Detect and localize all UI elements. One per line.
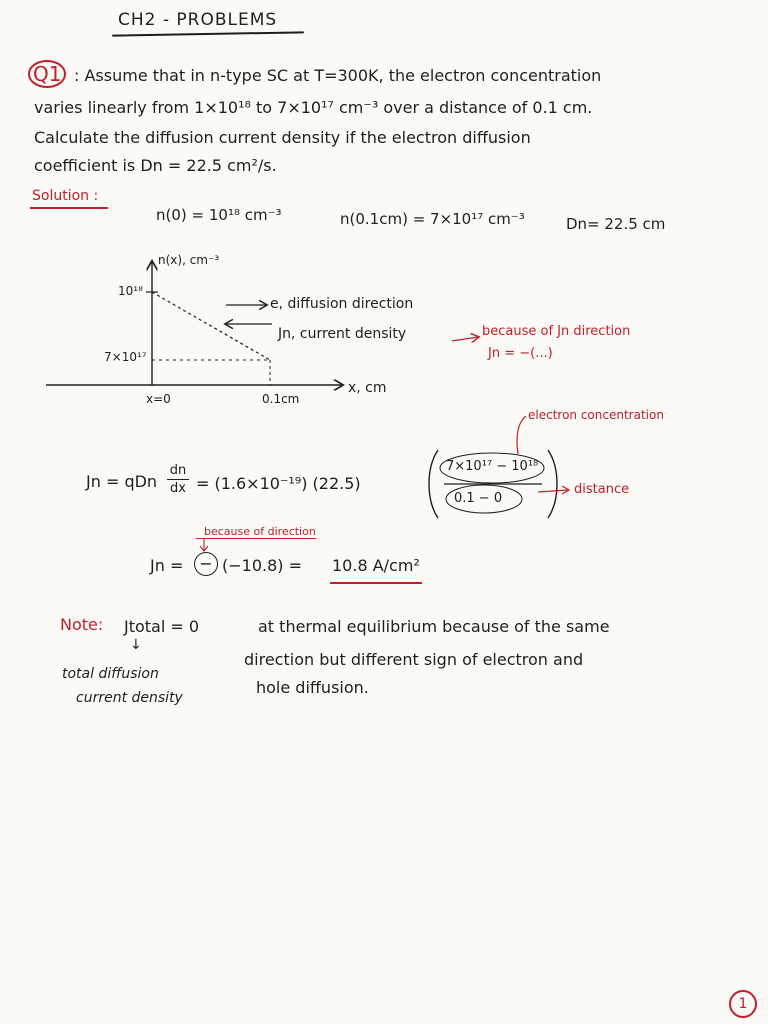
question-label: Q1 [28, 60, 66, 88]
page-number: 1 [729, 990, 757, 1018]
equation-constants: = (1.6×10⁻¹⁹) (22.5) [196, 474, 361, 493]
note-arrow: ↓ [130, 637, 142, 653]
distance-annotation: distance [574, 482, 630, 497]
solution-label: Solution : [32, 188, 99, 204]
current-direction-label: Jn, current density [278, 326, 407, 342]
note-text-1: at thermal equilibrium because of the same [258, 617, 610, 636]
given-n01: n(0.1cm) = 7×10¹⁷ cm⁻³ [340, 210, 525, 228]
note-text-3: hole diffusion. [256, 678, 369, 697]
y-axis-label: n(x), cm⁻³ [158, 253, 220, 267]
negative-sign-circle: − [194, 552, 218, 576]
electron-direction-label: e, diffusion direction [270, 296, 414, 312]
result-underline [330, 582, 422, 584]
jn-sign-note: Jn = −(...) [488, 346, 553, 361]
note-text-2: direction but different sign of electron and [244, 650, 584, 669]
question-line-3: Calculate the diffusion current density if the electron diffusion [34, 128, 531, 147]
note-sub-1: total diffusion [62, 666, 159, 682]
dn-numerator: dn [169, 463, 187, 478]
given-dn: Dn= 22.5 cm [566, 215, 666, 233]
direction-annotation: because of direction [204, 525, 316, 538]
fraction-numerator: 7×10¹⁷ − 10¹⁸ [446, 459, 539, 474]
note-sub-2: current density [76, 690, 183, 706]
note-jtotal: Jtotal = 0 [124, 617, 200, 636]
note-label: Note: [60, 615, 104, 634]
electron-concentration-annotation: electron concentration [528, 408, 664, 422]
equation-lhs: Jn = qDn [86, 472, 158, 491]
dn-dx-bar [167, 479, 189, 480]
concentration-line [152, 292, 270, 360]
result-lhs: Jn = [150, 556, 184, 575]
fraction-denominator: 0.1 − 0 [454, 491, 503, 506]
question-line-2: varies linearly from 1×10¹⁸ to 7×10¹⁷ cm⁻³ over a distance of 0.1 cm. [34, 98, 593, 117]
result-value: 10.8 A/cm² [332, 556, 420, 575]
x-tick-1-label: 0.1cm [262, 392, 300, 406]
x-axis-label: x, cm [348, 380, 387, 396]
result-middle: (−10.8) = [222, 556, 303, 575]
jn-direction-note: because of Jn direction [482, 324, 631, 339]
page-title: CH2 - PROBLEMS [118, 10, 278, 30]
question-line-4: coefficient is Dn = 22.5 cm²/s. [34, 156, 277, 175]
y-tick-bottom-label: 7×10¹⁷ [104, 350, 147, 364]
dx-denominator: dx [170, 481, 186, 496]
because-arrow [452, 337, 478, 341]
y-tick-top-label: 10¹⁸ [118, 284, 143, 298]
given-n0: n(0) = 10¹⁸ cm⁻³ [156, 206, 282, 224]
distance-arrow [536, 482, 572, 498]
x-tick-0-label: x=0 [146, 392, 171, 406]
question-line-1: : Assume that in n-type SC at T=300K, the electron concentration [74, 66, 602, 85]
direction-underline [196, 538, 316, 539]
